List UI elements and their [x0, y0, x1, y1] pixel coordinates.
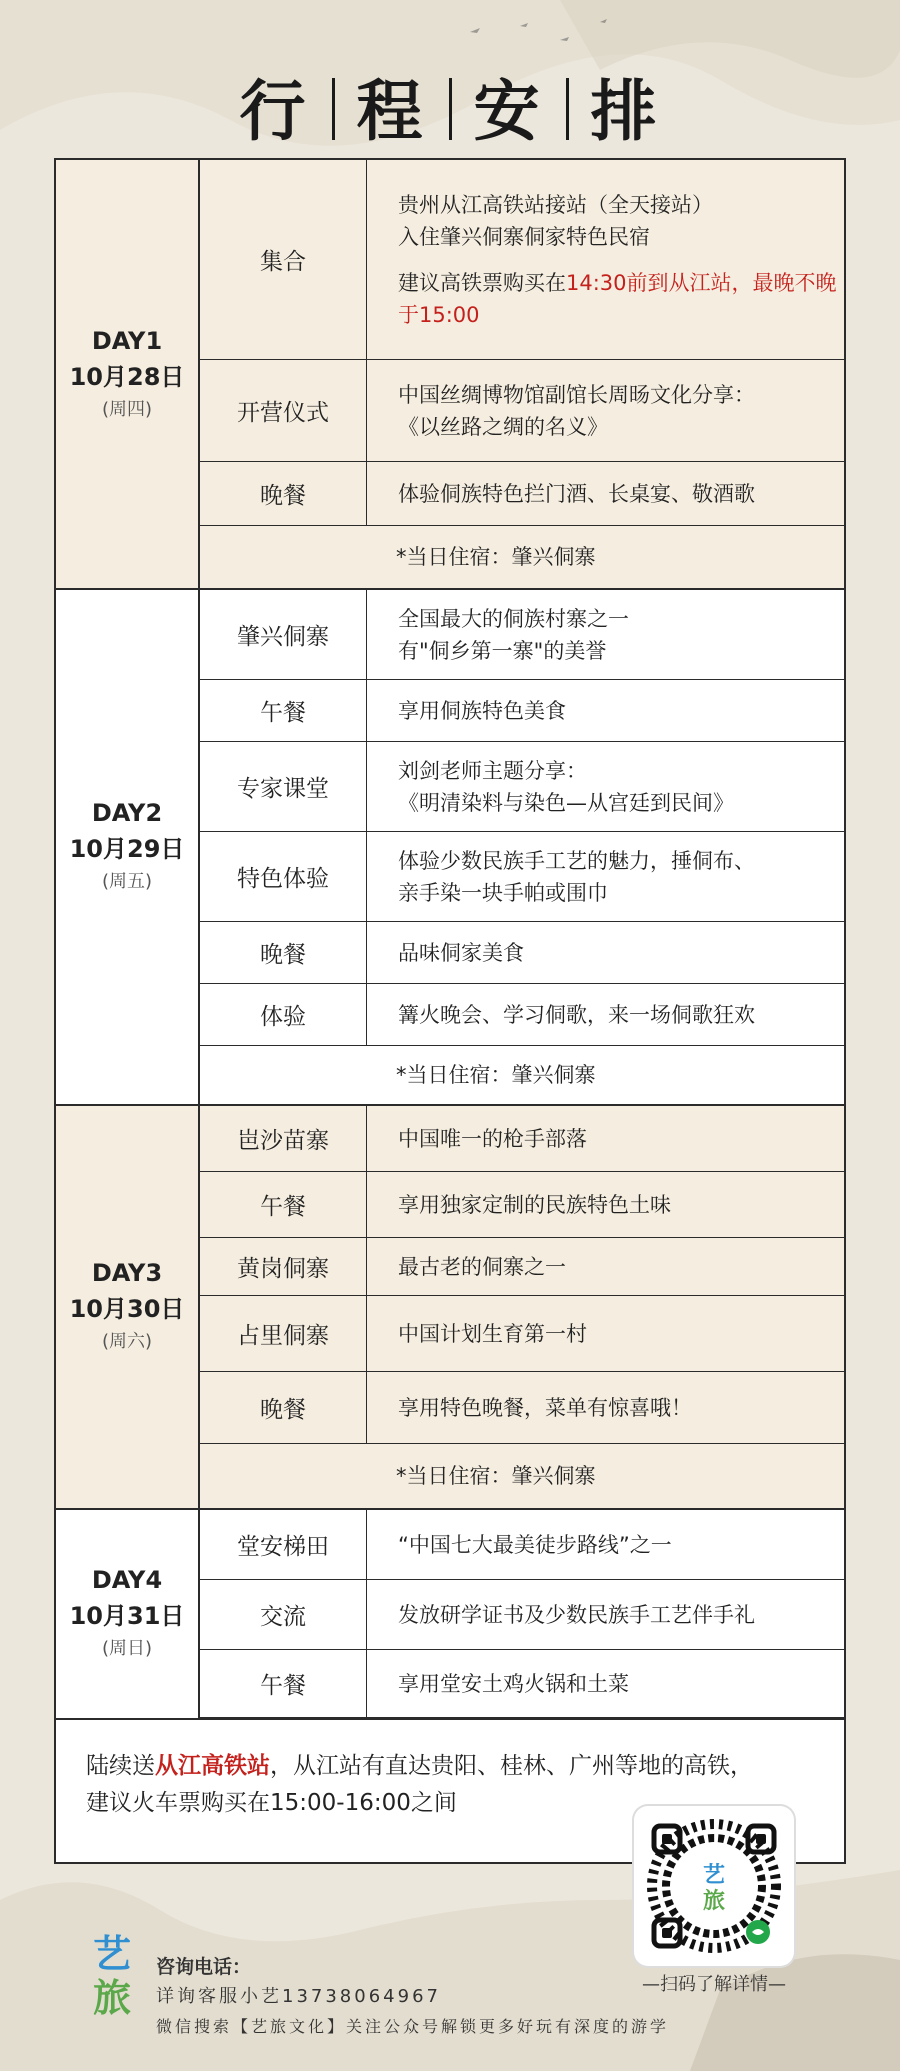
note-highlight: 从江高铁站 [155, 1753, 270, 1779]
activity-desc [366, 742, 844, 831]
desc-line: *当日住宿：肇兴侗寨 [396, 545, 596, 569]
desc-line: 中国唯一的枪手部落 [398, 1126, 587, 1151]
day-weekday: (周五) [101, 871, 153, 892]
schedule-row [200, 1172, 844, 1238]
activity-name: 占里侗寨 [200, 1296, 367, 1371]
desc-line: 《明清染料与染色—从宫廷到民间》 [398, 790, 734, 815]
logo-char-1: 艺 [92, 1932, 131, 1976]
schedule-row [200, 1296, 844, 1372]
day-date: 10月28日 [69, 363, 185, 391]
activity-name: 专家课堂 [200, 742, 367, 831]
qr-code[interactable] [634, 1806, 794, 1966]
title-char-3: 安 [473, 72, 544, 150]
desc-line: 贵州从江高铁站接站（全天接站） [398, 192, 713, 217]
desc-line: 入住肇兴侗寨侗家特色民宿 [398, 224, 650, 249]
lodging-note [200, 1444, 844, 1508]
schedule-row [200, 680, 844, 742]
activity-desc [366, 590, 844, 679]
desc-line: 体验侗族特色拦门酒、长桌宴、敬酒歌 [398, 481, 755, 506]
day-cell-3 [56, 1104, 200, 1508]
activity-desc [366, 1580, 844, 1649]
activity-desc [366, 360, 844, 461]
day-weekday: (周日) [101, 1638, 153, 1659]
desc-line: 刘剑老师主题分享： [398, 758, 587, 783]
schedule-row [200, 1106, 844, 1172]
desc-line: 享用特色晚餐，菜单有惊喜哦！ [398, 1395, 692, 1420]
note-text: 建议高铁票购买在 [398, 270, 566, 295]
title-char-2: 程 [356, 72, 427, 150]
activity-desc [366, 832, 844, 921]
title-char-4: 排 [590, 72, 661, 150]
day-weekday: (周四) [101, 399, 153, 420]
activity-name: 特色体验 [200, 832, 367, 921]
lodging-row [200, 1444, 844, 1508]
activity-name: 午餐 [200, 1172, 367, 1237]
day-label: DAY3 [91, 1259, 163, 1287]
contact-phone[interactable]: 详询客服小艺13738064967 [156, 1986, 441, 2007]
schedule-row [200, 922, 844, 984]
title-char-1: 行 [239, 72, 310, 150]
activity-desc [366, 1650, 844, 1717]
desc-line: 最古老的侗寨之一 [398, 1254, 566, 1279]
schedule-row [200, 1372, 844, 1444]
title-divider [566, 78, 569, 140]
qr-caption: —扫码了解详情— [642, 1974, 786, 1995]
qr-code-icon [634, 1806, 794, 1966]
schedule-row [200, 1580, 844, 1650]
activity-name: 肇兴侗寨 [200, 590, 367, 679]
activity-name: 晚餐 [200, 1372, 367, 1443]
desc-line: “中国七大最美徒步路线”之一 [398, 1532, 672, 1557]
desc-line: 体验少数民族手工艺的魅力，捶侗布、 [398, 848, 755, 873]
desc-line: 发放研学证书及少数民族手工艺伴手礼 [398, 1602, 755, 1627]
desc-line: 享用独家定制的民族特色土味 [398, 1192, 671, 1217]
contact-info [156, 1952, 669, 2042]
activity-name: 晚餐 [200, 922, 367, 983]
activity-name: 集合 [200, 160, 367, 359]
title-divider [449, 78, 452, 140]
schedule-row [200, 1650, 844, 1718]
contact-label: 咨询电话： [156, 1956, 252, 1978]
activity-desc [366, 680, 844, 741]
note-line-2: 建议火车票购买在15:00-16:00之间 [86, 1790, 457, 1816]
activity-name: 晚餐 [200, 462, 367, 525]
desc-line: 中国丝绸博物馆副馆长周旸文化分享： [398, 382, 755, 407]
day-label: DAY1 [91, 327, 163, 355]
desc-line: 品味侗家美食 [398, 940, 524, 965]
activity-name: 堂安梯田 [200, 1510, 367, 1579]
activity-desc [366, 1106, 844, 1171]
title-divider [332, 78, 335, 140]
schedule-row [200, 590, 844, 680]
note-highlight: 14:30前到从江站，最晚不晚于15:00 [398, 270, 837, 327]
day-label: DAY2 [91, 799, 163, 827]
lodging-row [200, 526, 844, 588]
schedule-row [200, 832, 844, 922]
day-weekday: (周六) [101, 1331, 153, 1352]
activity-desc [366, 160, 844, 359]
activity-name: 交流 [200, 1580, 367, 1649]
activity-name: 岜沙苗寨 [200, 1106, 367, 1171]
schedule-row [200, 1238, 844, 1296]
desc-line: 亲手染一块手帕或围巾 [398, 880, 608, 905]
activity-name: 黄岗侗寨 [200, 1238, 367, 1295]
activity-desc [366, 462, 844, 525]
note-text: 陆续送 [86, 1753, 155, 1779]
note-text: ，从江站有直达贵阳、桂林、广州等地的高铁， [270, 1753, 753, 1779]
schedule-row [200, 1510, 844, 1580]
desc-line: *当日住宿：肇兴侗寨 [396, 1063, 596, 1087]
activity-desc [366, 1296, 844, 1371]
brand-logo [86, 1932, 138, 2020]
qr-logo-char-2: 旅 [702, 1889, 726, 1914]
day-date: 10月29日 [69, 835, 185, 863]
activity-desc [366, 984, 844, 1045]
schedule-table [54, 158, 846, 1864]
page-title [0, 58, 900, 153]
note-line-1 [86, 1748, 814, 1785]
schedule-row [200, 984, 844, 1046]
lodging-note [200, 526, 844, 588]
desc-line: 享用堂安土鸡火锅和土菜 [398, 1671, 629, 1696]
schedule-row [200, 160, 844, 360]
desc-line: 《以丝路之绸的名义》 [398, 414, 608, 439]
schedule-row [200, 742, 844, 832]
desc-line: 享用侗族特色美食 [398, 698, 566, 723]
schedule-row [200, 360, 844, 462]
day-label: DAY4 [91, 1566, 163, 1594]
day-cell-4 [56, 1508, 200, 1718]
activity-desc [366, 922, 844, 983]
desc-line: *当日住宿：肇兴侗寨 [396, 1464, 596, 1488]
activity-name: 午餐 [200, 680, 367, 741]
lodging-row [200, 1046, 844, 1104]
desc-line: 有"侗乡第一寨"的美誉 [398, 638, 607, 663]
qr-logo-char-1: 艺 [702, 1863, 726, 1888]
activity-desc [366, 1238, 844, 1295]
day-cell-2 [56, 588, 200, 1104]
desc-line: 篝火晚会、学习侗歌，来一场侗歌狂欢 [398, 1002, 755, 1027]
desc-line: 全国最大的侗族村寨之一 [398, 606, 629, 631]
day-date: 10月31日 [69, 1602, 185, 1630]
activity-desc [366, 1172, 844, 1237]
logo-char-2: 旅 [92, 1976, 131, 2020]
schedule-row [200, 462, 844, 526]
wechat-instruction: 微信搜索【艺旅文化】关注公众号解锁更多好玩有深度的游学 [156, 2017, 670, 2036]
activity-desc [366, 1510, 844, 1579]
desc-note [398, 267, 844, 331]
activity-name: 午餐 [200, 1650, 367, 1717]
desc-line: 中国计划生育第一村 [398, 1321, 587, 1346]
lodging-note [200, 1046, 844, 1104]
day-cell-1 [56, 160, 200, 588]
activity-name: 体验 [200, 984, 367, 1045]
activity-name: 开营仪式 [200, 360, 367, 461]
activity-desc [366, 1372, 844, 1443]
day-divider [56, 1718, 844, 1720]
day-date: 10月30日 [69, 1295, 185, 1323]
